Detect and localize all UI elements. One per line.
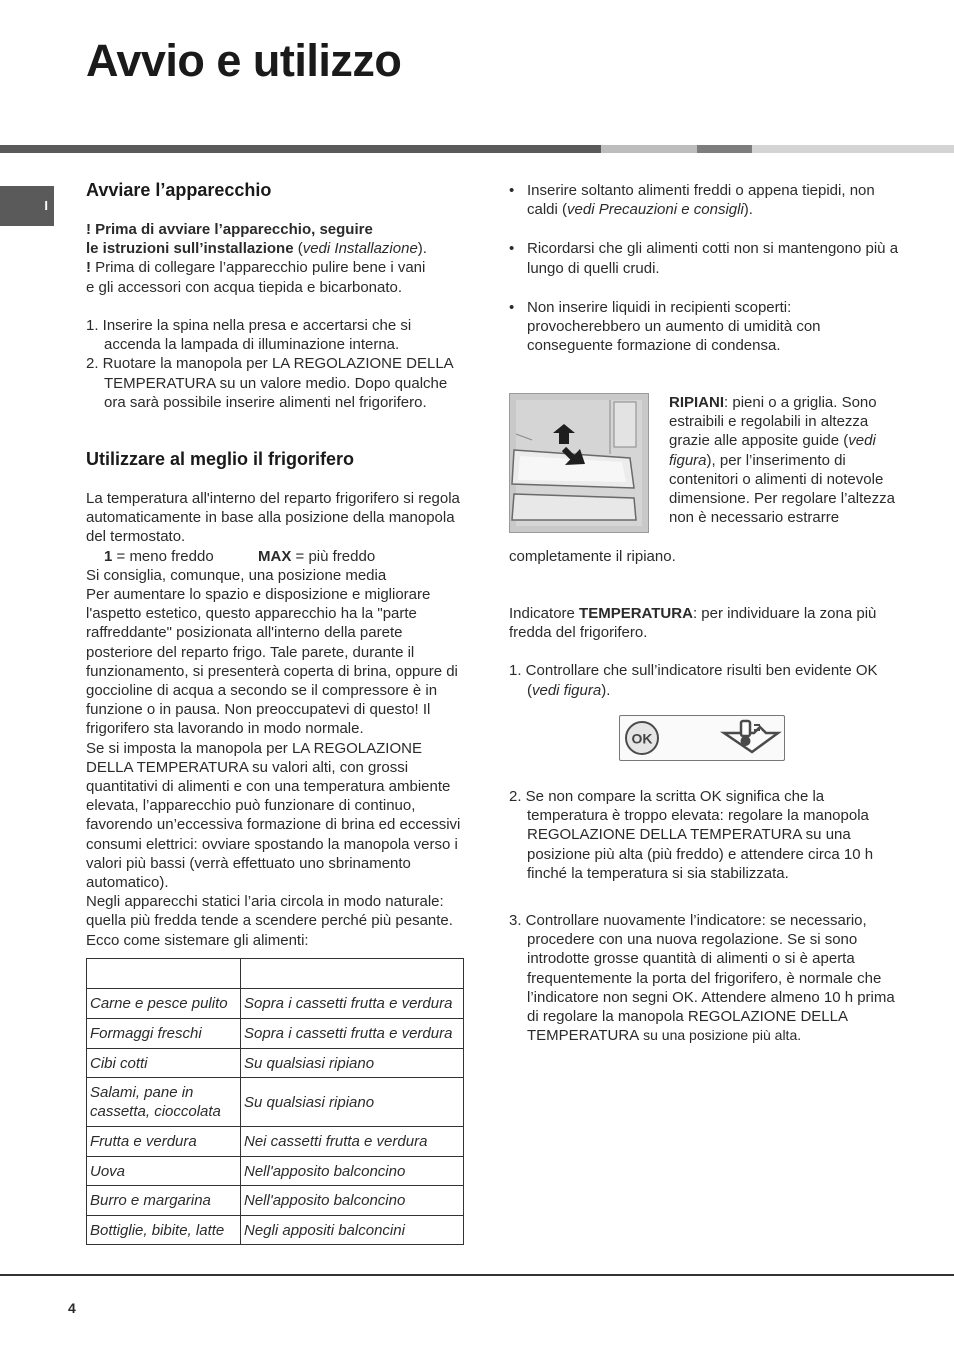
indicator-step-3 [509,911,901,1045]
table-row [87,1127,464,1157]
table-cell-location: Nell'apposito balconcino [241,1157,464,1186]
start-step-1: 1. Inserire la spina nella presa e accertarsi che si accenda la lampada di illuminazione interna. [86,317,412,354]
scale-min-text: = meno freddo [112,547,214,565]
table-cell-food: Bottiglie, bibite, latte [87,1216,241,1245]
footer-divider [0,1274,954,1276]
table-cell-location: Su qualsiasi ripiano [241,1078,464,1127]
installation-reference: vedi Installazione [302,240,418,258]
table-header-cell [87,959,241,989]
start-steps [86,316,466,412]
storage-tips [509,181,901,355]
warning-2-text-b: e gli accessori con acqua tiepida e bicarbonato. [86,278,403,296]
indicator-step-1 [509,661,901,699]
shelves-label: RIPIANI [669,394,725,411]
table-row [87,1216,464,1245]
tip-2-text: Ricordarsi che gli alimenti cotti non si mantengono più a lungo di quelli crudi. [527,240,899,277]
table-cell-location: Negli appositi balconcini [241,1216,464,1245]
page-number: 4 [68,1300,76,1316]
page-title: Avvio e utilizzo [86,35,402,86]
table-cell-location: Su qualsiasi ripiano [241,1049,464,1078]
shelf-illustration [509,393,649,533]
food-placement-table [86,958,464,1245]
shelves-figure-reference: vedi figura [669,432,876,469]
table-row [87,1157,464,1186]
indicator-step-1-text: 1. Controllare che sull’indicatore risulti ben evidente OK ( [509,662,878,699]
table-cell-food: Frutta e verdura [87,1127,241,1157]
table-cell-location: Nell'apposito balconcino [241,1186,464,1216]
table-cell-food: Burro e margarina [87,1186,241,1216]
ok-label: OK [631,730,653,747]
table-row [87,989,464,1019]
shelves-text-a: : pieni o a griglia. Sono estraibili e regolabili in altezza grazie alle apposite guide ( [669,394,877,450]
table-row [87,1186,464,1216]
section-heading-usage: Utilizzare al meglio il frigorifero [86,449,355,469]
usage-paragraph-5: Negli apparecchi statici l’aria circola in modo naturale: quella più fredda tende a scendere perché più pesante. Ecco come sistemare gli alimenti: [86,893,453,949]
table-cell-food: Salami, pane in cassetta, cioccolata [87,1078,241,1127]
temperature-indicator-intro [509,604,901,700]
indicator-lead: Indicatore [509,605,580,622]
usage-paragraph-4: Se si imposta la manopola per LA REGOLAZIONE DELLA TEMPERATURA su valori alti, con grossi quantitativi di alimenti e con una temperatura ambiente elevata, l’apparecchio può funzionare di continuo, favorendo un’eccessiva formazione di brina ed eccessivi consumi elettrici: ovviare spostando la manopola verso i valori più bassi (verrà effettuato uno sbrinamento automatico). [86,739,461,892]
table-header-cell [241,959,464,989]
table-cell-location: Sopra i cassetti frutta e verdura [241,989,464,1019]
usage-paragraph-3: Per aumentare lo spazio e disposizione e migliorare l'aspetto estetico, questo apparecchio ha la "parte raffreddante" posizionata all'interno della parete posteriore del reparto frigo. Tale parete, durante il funzionamento, si presenterà coperta di brina, oppure di goccioline di acqua a secondo se il compressore è in funzione o in pausa. Non preoccupatevi di questo! Il frigorifero sta lavorando in modo normale. [86,586,458,738]
shelf-drawing [510,394,648,532]
indicator-rest: : per individuare la zona più fredda del frigorifero. [509,605,877,642]
divider-segment-dark [0,145,601,153]
temperature-symbol-icon [724,721,778,752]
divider-segment-light [601,145,697,153]
tip-bullet-1 [509,181,901,219]
warning-1-bold: ! Prima di avviare l’apparecchio, seguire [86,221,373,238]
tip-bullet-2 [509,239,901,277]
usage-body [86,489,468,950]
scale-max-value: MAX [258,547,292,565]
divider-segment-pale [752,145,954,153]
tip-1-text: Inserire soltanto alimenti freddi o appena tiepidi, non caldi ( [527,182,875,219]
usage-paragraph-2: Si consiglia, comunque, una posizione media [86,566,387,584]
start-warnings: ! Prima di avviare l’apparecchio, seguire le istruzioni sull’installazione (vedi Installazione). ! Prima di collegare l’apparecchio pulire bene i vani e gli accessori con acqua tiepida e bicarbonato. [86,220,471,297]
warning-2-text-a: Prima di collegare l’apparecchio pulire bene i vani [91,259,426,277]
table-cell-food: Formaggi freschi [87,1019,241,1049]
table-cell-food: Carne e pesce pulito [87,989,241,1019]
shelves-description [669,393,897,527]
table-row [87,1049,464,1078]
indicator-step-2: 2. Se non compare la scritta OK significa che la temperatura è troppo elevata: regolare la manopola REGOLAZIONE DELLA TEMPERATURA su una posizione più alta (più freddo) e attendere circa 10 h finché la temperatura si sia stabilizzata. [509,788,874,882]
tip-bullet-3 [509,298,901,356]
warning-1-bold-b: le istruzioni sull’installazione [86,240,294,258]
indicator-step-3-end: su una posizione più alta. [639,1027,802,1044]
table-cell-food: Uova [87,1157,241,1186]
shelves-text-b: ), per l’inserimento di contenitori o alimenti di notevole dimensione. Per regolare l’altezza non è necessario estrarre [669,451,895,527]
section-heading-start: Avviare l’apparecchio [86,180,272,200]
indicator-label: TEMPERATURA [579,605,693,622]
indicator-steps [509,787,901,1045]
table-cell-location: Sopra i cassetti frutta e verdura [241,1019,464,1049]
divider-segment-mid [697,145,752,153]
warning-2-mark: ! [86,259,91,277]
tip-1-end: ). [743,201,753,219]
scale-max-text: = più freddo [291,547,376,565]
table-row [87,1078,464,1127]
thermostat-scale [86,547,468,566]
indicator-step-3-text: 3. Controllare nuovamente l’indicatore: se necessario, procedere con una nuova regolazione. Se si sono introdotte grosse quantità di alimenti o si è aperta frequentemente la porta del frigorifero, è normale che l’indicatore non segni OK. Attendere almeno 10 h prima di regolare la manopola REGOLAZIONE DELLA TEMPERATURA [509,912,895,1045]
ok-indicator-panel [619,715,785,761]
precautions-reference: vedi Precauzioni e consigli [567,201,744,219]
tip-3-text: Non inserire liquidi in recipienti scoperti: provocherebbero un aumento di umidità con conseguente formazione di condensa. [527,298,821,355]
shelves-text-c: completamente il ripiano. [509,548,676,565]
table-row [87,1019,464,1049]
language-tab [0,186,54,226]
language-tab-label: I [44,198,48,214]
usage-paragraph-1: La temperatura all'interno del reparto frigorifero si regola automaticamente in base alla posizione della manopola del termostato. [86,490,460,546]
start-step-2: 2. Ruotare la manopola per LA REGOLAZIONE DELLA TEMPERATURA su un valore medio. Dopo qualche ora sarà possibile inserire alimenti nel frigorifero. [86,355,453,411]
table-cell-location: Nei cassetti frutta e verdura [241,1127,464,1157]
table-cell-food: Cibi cotti [87,1049,241,1078]
indicator-step-1-end: ). [601,681,611,699]
indicator-figure-reference: vedi figura [532,681,602,699]
table-header-row [87,959,464,989]
ok-indicator-drawing [620,716,784,760]
scale-min-value: 1 [104,547,113,565]
